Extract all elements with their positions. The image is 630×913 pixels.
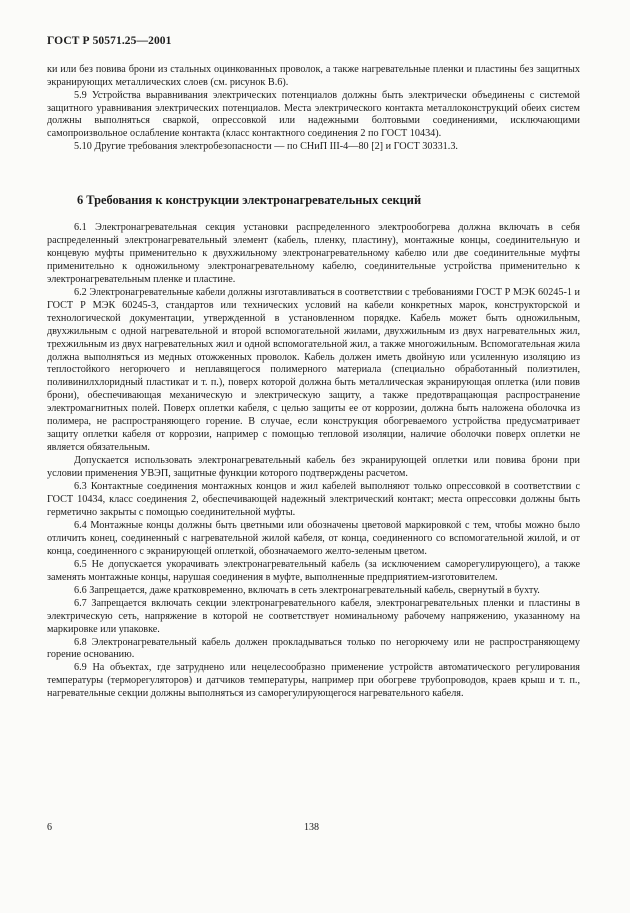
paragraph-6-6: 6.6 Запрещается, даже кратковременно, включать в сеть электронагревательный кабель, свернутый в бухту. (74, 584, 540, 596)
paragraph-6-2-note: Допускается использовать электронагревательный кабель без экранирующей оплетки или повива брони при условии применения УВЭП, защитные функции которого подтверждены расчетом. (47, 455, 580, 480)
paragraph-6-8: 6.8 Электронагревательный кабель должен прокладываться только по негорючему или не распространяющему горение основанию. (47, 636, 580, 661)
paragraph-6-5: 6.5 Не допускается укорачивать электронагревательный кабель (за исключением саморегулирующего), а также заменять монтажные концы, нарушая соединения в муфте, выполненные предприятием-изготовителем. (47, 558, 580, 583)
section-title: 6 Требования к конструкции электронагревательных секций (77, 193, 422, 207)
paragraph-5-10: 5.10 Другие требования электробезопасности — по СНиП III-4—80 [2] и ГОСТ 30331.3. (74, 141, 458, 153)
page-number: 6 (47, 822, 52, 833)
paragraph-6-3: 6.3 Контактные соединения монтажных концов и жил кабелей выполняют только опрессовкой в соответствии с ГОСТ 10434, класс соединения 2, обеспечивающей надежный электрический контакт; места опрессовки должны быть герметично закрыты с помощью соединительной муфты. (47, 481, 580, 518)
top-text-block (47, 64, 580, 154)
paragraph-6-9: 6.9 На объектах, где затруднено или нецелесообразно применение устройств автоматического регулирования температуры (терморегуляторов) и датчиков температуры, например при обогреве трубопроводов, краев крыш и т. п., нагревательные секции должны выполняться из саморегулирующегося нагревательного кабеля. (47, 662, 580, 700)
paragraph-6-1: 6.1 Электронагревательная секция установки распределенного электрообогрева должна включать в себя распределенный электронагревательный элемент (кабель, пленку, пластину), монтажные концы, соединительную и концевую муфты применительно к двухжильному электронагревательному кабелю или две соединительные муфты применительно к одножильному электронагревательному кабелю, соединительные устройства применительно к электронагревательным пленке и пластине. (47, 222, 580, 285)
paragraph-5-9: 5.9 Устройства выравнивания электрических потенциалов должны быть электрически объединены с системой защитного уравнивания электрических потенциалов. Места электрического контакта металлоконструкций обеих систем должны выполняться сваркой, опрессовкой или надежными болтовыми соединениями, исключающими самопроизвольное ослабление контакта (класс контактного соединения 2 по ГОСТ 10434). (47, 89, 580, 140)
section-text-block (47, 222, 580, 701)
paragraph-6-4: 6.4 Монтажные концы должны быть цветными или обозначены цветовой маркировкой с тем, чтобы можно было отличить конец, соединенный с нагревательной жилой кабеля, от конца, соединенного со вспомогательной жилой, и от конца, соединенного с экранирующей оплеткой, обозначаемого желто-зеленым цветом. (47, 519, 580, 557)
document-header: ГОСТ Р 50571.25—2001 (47, 35, 172, 47)
paragraph-6-7: 6.7 Запрещается включать секции электронагревательного кабеля, электронагревательных пленки и пластины в электрическую сеть, напряжение в которой не соответствует номинальному рабочему напряжению, указанному на маркировке или упаковке. (47, 597, 580, 635)
paragraph-continuation: ки или без повива брони из стальных оцинкованных проволок, а также нагревательные пленки и пластины без защитных экранирующих металлических слоев (см. рисунок В.6). (47, 64, 580, 88)
sheet-number: 138 (304, 822, 319, 833)
paragraph-6-2: 6.2 Электронагревательные кабели должны изготавливаться в соответствии с требованиями ГОСТ Р МЭК 60245-1 и ГОСТ Р МЭК 60245-3, стандартов или технических условий на кабели конкретных марок, конструкторской и технологической документации, утвержденной в установленном порядке. Кабель может быть одножильным, двухжильным с одной нагревательной и второй вспомогательной жилами, двухжильным из двух нагревательных жил, трехжильным из двух нагревательных жил и одной вспомогательной жил, а также многожильным. Вспомогательная жила должна выполняться из медных отожженных проволок. Кабель должен иметь двойную или усиленную изоляцию из теплостойкого негорючего и неплавящегося полимерного материала (специально обработанный полиэтилен, поливинилхлоридный пластикат и т. п.), поверх которой должна быть металлическая экранирующая оплетка (или повив брони), обеспечивающая механическую и электрическую защиту, а также предотвращающая распространение электромагнитных полей. Поверх оплетки кабеля, с целью защиты ее от коррозии, должна быть наложена оболочка из полимера, не распространяющего горение. В случае, если конструкция обогреваемого устройства предусматривает защиту оплетки кабеля от коррозии, например с помощью тепловой изоляции, наличие оболочки поверх оплетки не является обязательным. (47, 286, 580, 454)
